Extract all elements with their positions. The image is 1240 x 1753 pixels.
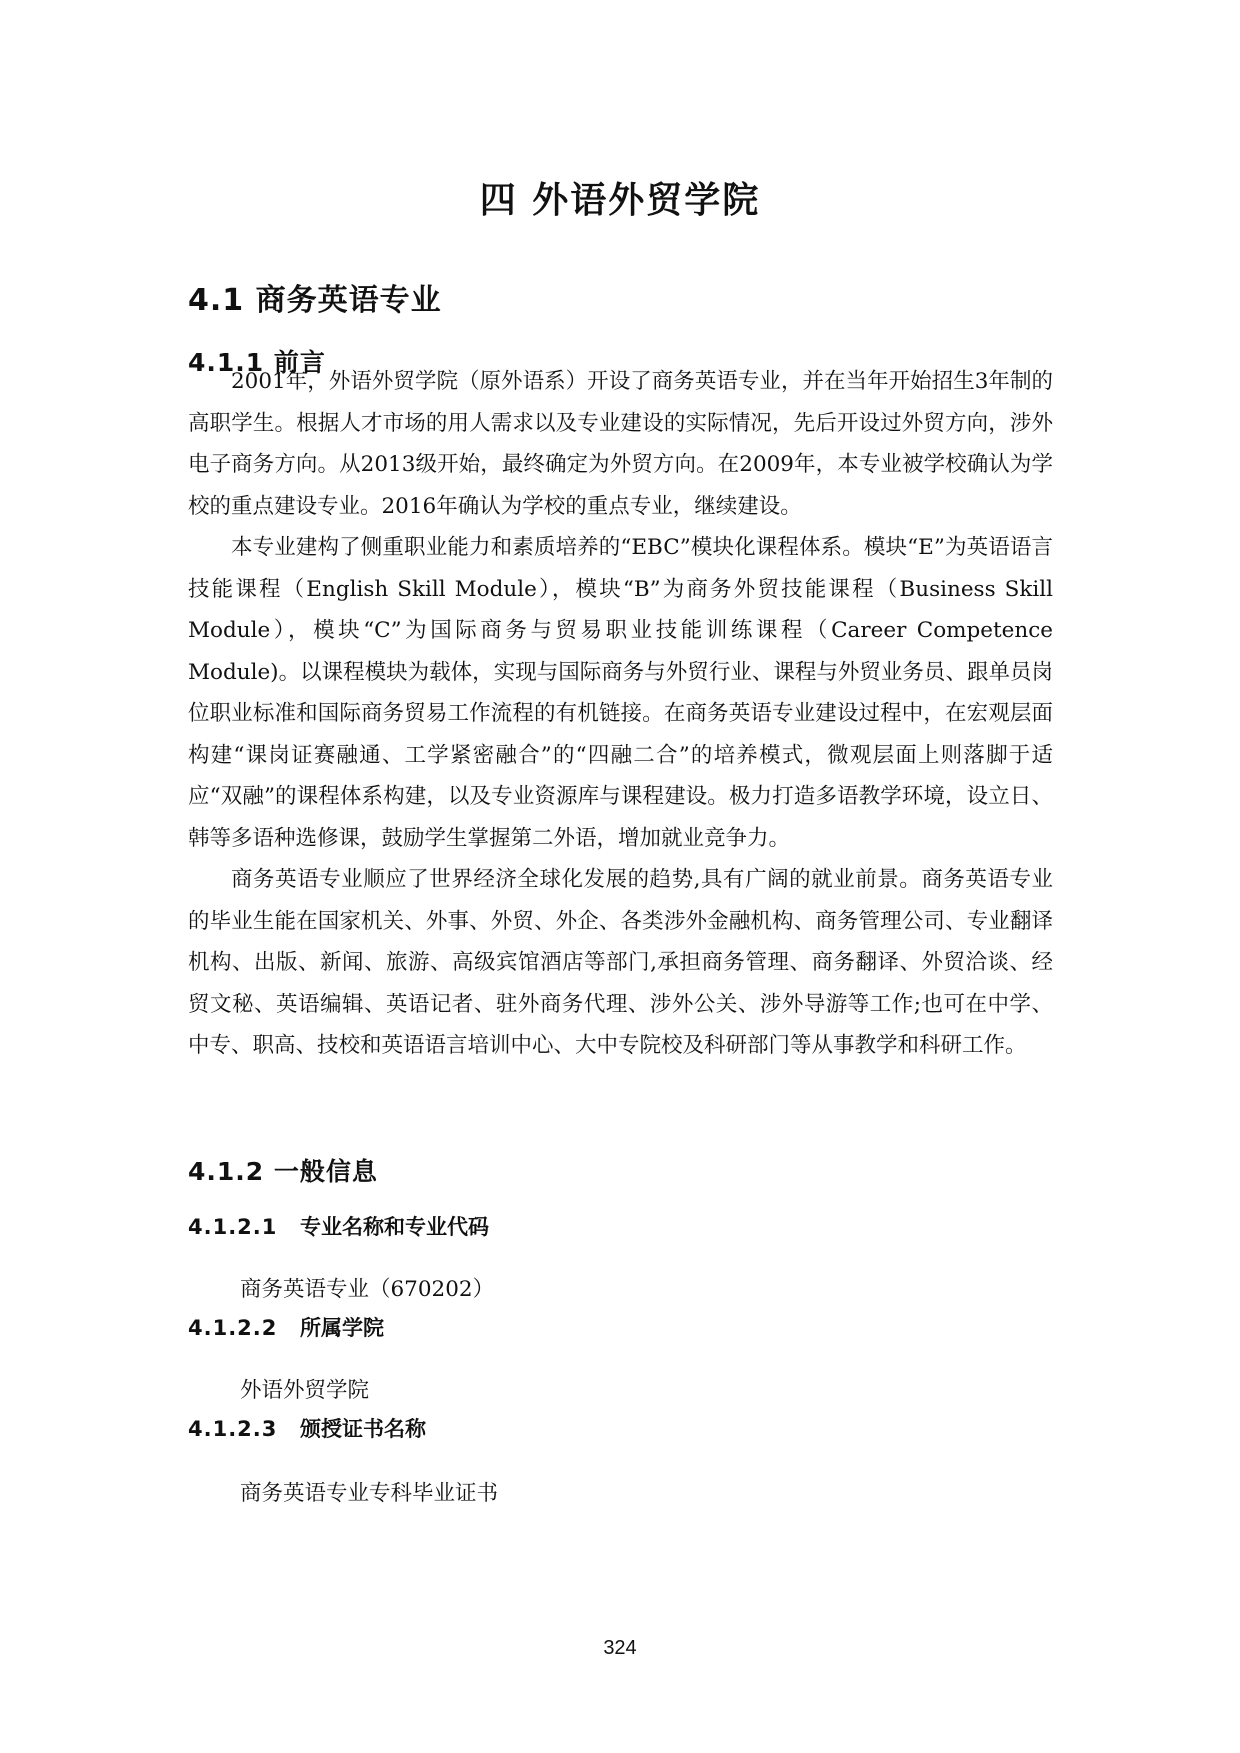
preface-paragraph: 商务英语专业顺应了世界经济全球化发展的趋势,具有广阔的就业前景。商务英语专业的毕业生能在国家机关、外事、外贸、外企、各类涉外金融机构、商务管理公司、专业翻译机构、出版、新闻、旅游、高级宾馆酒店等部门,承担商务管理、商务翻译、外贸洽谈、经贸文秘、英语编辑、英语记者、驻外商务代理、涉外公关、涉外导游等工作;也可在中学、中专、职高、技校和英语语言培训中心、大中专院校及科研部门等从事教学和科研工作。 bbox=[188, 867, 1053, 1058]
info-item-number: 4.1.2.2 bbox=[188, 1316, 278, 1340]
preface-body bbox=[188, 361, 1053, 1067]
info-item-value: 商务英语专业（670202） bbox=[240, 1277, 495, 1302]
chapter-title: 四 外语外贸学院 bbox=[479, 180, 761, 221]
preface-paragraph: 2001年，外语外贸学院（原外语系）开设了商务英语专业，并在当年开始招生3年制的高职学生。根据人才市场的用人需求以及专业建设的实际情况，先后开设过外贸方向，涉外电子商务方向。从2013级开始，最终确定为外贸方向。在2009年，本专业被学校确认为学校的重点建设专业。2016年确认为学校的重点专业，继续建设。 bbox=[188, 369, 1053, 519]
info-item-heading bbox=[188, 1312, 384, 1342]
info-item-title: 颁授证书名称 bbox=[300, 1417, 426, 1441]
info-item-title: 所属学院 bbox=[300, 1316, 384, 1340]
info-item-number: 4.1.2.3 bbox=[188, 1417, 278, 1441]
section-heading: 4.1 商务英语专业 bbox=[188, 283, 442, 318]
preface-paragraph: 本专业建构了侧重职业能力和素质培养的“EBC”模块化课程体系。模块“E”为英语语言技能课程（English Skill Module），模块“B”为商务外贸技能课程（Business Skill Module），模块“C”为国际商务与贸易职业技能训练课程（Career Competence Module)。以课程模块为载体，实现与国际商务与外贸行业、课程与外贸业务员、跟单员岗位职业标准和国际商务贸易工作流程的有机链接。在商务英语专业建设过程中，在宏观层面构建“课岗证赛融通、工学紧密融合”的“四融二合”的培养模式，微观层面上则落脚于适应“双融”的课程体系构建，以及专业资源库与课程建设。极力打造多语教学环境，设立日、韩等多语种选修课，鼓励学生掌握第二外语，增加就业竞争力。 bbox=[188, 535, 1053, 851]
general-info-heading: 4.1.2 一般信息 bbox=[188, 1157, 378, 1186]
preface-heading: 4.1.1 前言 bbox=[188, 348, 326, 377]
info-item-title: 专业名称和专业代码 bbox=[300, 1215, 489, 1239]
page-number: 324 bbox=[603, 1637, 637, 1659]
info-item-heading bbox=[188, 1413, 426, 1443]
info-item-value: 外语外贸学院 bbox=[240, 1378, 370, 1403]
info-item-heading bbox=[188, 1211, 489, 1241]
info-item-number: 4.1.2.1 bbox=[188, 1215, 278, 1239]
info-item-value: 商务英语专业专科毕业证书 bbox=[240, 1481, 499, 1506]
